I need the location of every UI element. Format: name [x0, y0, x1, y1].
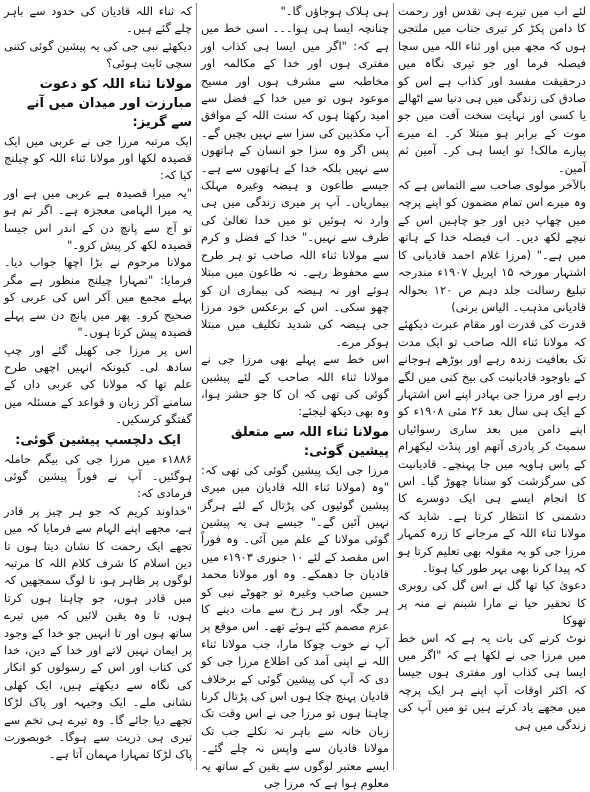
column-right — [398, 3, 586, 770]
body-paragraph: ۱۸۸۶ء میں مرزا جی کی بیگم حاملہ ہوگئیں۔ آپ نے فوراً پیشین گوئی فرمادی کہ: — [4, 451, 192, 501]
body-paragraph: ایک مرتبہ مرزا جی نے عربی میں ایک قصیدہ لکھا اور مولانا ثناء اللہ کو چیلنج کیا کہ: — [4, 133, 192, 183]
body-paragraph: کہ ثناء اللہ قادیان کی حدود سے باہر چلے گئے ہیں۔ — [4, 4, 192, 36]
column-middle — [201, 3, 389, 791]
body-paragraph: "یہ میرا قصیدہ ہے عربی میں ہے اور یہ میرا الہامی معجزہ ہے۔ اگر تم ہو تو آج سے پانچ دن کے اندر اس جیسا قصیدہ لکھ کر پیش کرو۔" — [4, 185, 192, 253]
body-paragraph: اس پر مرزا جی کھیل گئے اور چپ سادھ لی۔ کیونکہ انہیں اچھی طرح علم تھا کہ مولانا کی عربی داں کے سامنے آکر زبان و قواعد کے مسئلہ میں گفتگو کرسکیں۔ — [4, 342, 192, 427]
section-heading: مولانا ثناء اللہ سے متعلق پیشین گوئی: — [230, 424, 389, 459]
body-paragraph: مرزا جی ایک پیشین گوئی کی تھی کہ: "وہ (مولانا ثناء اللہ قادیان میں میری پیشین گوئیوں کی پڑتال کے لئے ہرگز نہیں آئیں گے۔" جیسے ہی یہ پیشین گوئی مولانا کے علم میں آئی۔ وہ فوراً اس مقصد کے لئے ۱۰ جنوری ۱۹۰۳ء میں قادیان جا دھمکے۔ وہ اور مولانا محمد حسین صاحب وغیرہ تو جھوٹے نبی کو ہر جگہ اور ہر زخ سے مات دینے کا عزم مصمم کئے ہوئے تھے۔ اس موقع پر آپ نے خوب چوکا مارا، جب مولانا ثناء اللہ نے اپنی آمد کی اطلاع مرزا جی کو دی کہ آپ کی پیشین گوئی کے برخلاف قادیان پہنچ چکا ہوں اس کی پڑتال کرنا چاہتا ہوں تو مرزا جی نے اس وقت تک زبان خانہ سے باہر نہ نکلے جب تک مولانا قادیان سے واپس نہ چلے گئے۔ ایسے معتبر لوگوں سے یقین کے ساتھ یہ معلوم ہوا ہے کہ مرزا جی — [201, 462, 389, 791]
body-paragraph: لئے اب میں تیرے ہی تقدس اور رحمت کا دامن پکڑ کر تیری جناب میں ملتجی ہوں کہ مجھ میں اور ثناء اللہ میں سچا فیصلہ فرما اور جو تیری نگاہ میں درحقیقت مفسد اور کذاب ہے اس کو صادق کی زندگی میں ہی دنیا سے اٹھالے یا کسی اور نہایت سخت آفت میں جو موت کے برابر ہو مبتلا کر۔ اے میرے پیارے مالک! تو ایسا ہی کر۔ آمین ثم آمین۔ — [398, 4, 586, 175]
column-divider — [196, 3, 197, 770]
body-paragraph: نوٹ کرنے کی بات یہ ہے کہ اس خط میں مرزا جی نے لکھا ہے کہ "اگر میں ایسا ہی کذاب اور مفتری ہوں جیسا کہ اکثر اوقات آپ اپنے ہر ایک پرچہ میں مجھے یاد کرتے ہیں تو میں آپ کی زندگی میں ہی — [398, 630, 586, 732]
section-heading: ایک دلچسپ پیشین گوئی: — [15, 432, 181, 448]
body-paragraph: قدرت کی قدرت اور مقام عبرت دیکھئے کہ مولانا ثناء اللہ صاحب تو ایک مدت تک بعافیت زندہ رہے اور بوڑھے ہوجانے کے باوجود قادیانیت کی بیخ کنی میں لگے رہے اور مرزا جی بہادر اپنے اس اشتہار کے ایک ہی سال بعد ۲۶ مئی ۱۹۰۸ء کو اپنے دامن میں بعد ساری رسوائیاں سمیٹ کر پادری آتھم اور پنڈت لیکھرام کے پاس ہاویہ میں جا پہنچے۔ قادیانیت کی سرگزشت کو سنانا چھوڑ گیا۔ اس کا انجام ایسے ہی ایک دوسرے کا دشمنی کا انتظار کرتا ہے۔ شاید کہ مولانا ثناء اللہ کے مرجانے کا زرہ کمہار مرزا جی کو یہ مقولہ بھی تعلیم کرتا ہو کہ پیدا کرنا بھی بہر طور کیا ہوتا۔ — [398, 317, 586, 575]
body-paragraph: "خداوند کریم کہ جو ہر چیز پر قادر ہے، مجھے اپنے الہام سے فرمایا کہ میں تجھے ایک رحمت کا نشان دیتا ہوں تا دین اسلام کا شرف کلام اللہ کا مرتبہ لوگوں پر ظاہر ہو، تا لوگ سمجھیں کہ میں قادر ہوں، جو چاہتا ہوں کرتا ہوں، تا وہ یقین لائیں کہ میں تیرے ساتھ ہوں اور تا انہیں جو خدا کے وجود پر ایمان نہیں لاتے اور خدا کے دین، خدا کی کتاب اور اس کے رسولوں کو انکار کی نگاہ سے دیکھتے ہیں، ایک کھلی نشانی ملے۔ ایک وجیہہ اور پاک لڑکا تجھے دیا جائے گا۔ وہ تیرے ہی تخم سے تیری ہی ذریت سے ہوگا۔ خوبصورت پاک لڑکا تمہارا مہمان آتا ہے۔ — [4, 503, 192, 762]
body-paragraph: بالآخر مولوی صاحب سے التماس ہے کہ وہ میرے اس تمام مضمون کو اپنے پرچہ میں چھاپ دیں اور جو چاہیں اس کے نیچے لکھ دیں۔ اب فیصلہ خدا کے ہاتھ میں ہے۔" (مرزا غلام احمد قادیانی کا اشتہار مورخہ ۱۵ اپریل ۱۹۰۷ء مندرجہ تبلیغ رسالت جلد دہم ص ۱۲۰ بحوالہ قادیانی مذہب۔ الیاس برنی) — [398, 178, 587, 314]
column-left — [4, 3, 192, 770]
body-paragraph: ہی ہلاک ہوجاؤں گا۔" — [280, 4, 389, 18]
body-paragraph: اس خط سے پہلے بھی مرزا جی نے مولانا ثناء اللہ صاحب کے لئے پیشین گوئی کی تھی کہ ان کا جو حشر ہوا، وہ بھی دیکھ لیجئے: — [201, 352, 389, 419]
body-paragraph: چنانچہ ایسا ہی ہوا۔۔۔ اسی خط میں ہے کہ: "اگر میں ایسا ہی کذاب اور مفتری ہوں اور خدا کے مکالمہ اور مخاطبہ سے مشرف ہوں اور مسیح موعود ہوں تو میں خدا کے فضل سے امید رکھتا ہوں کہ سنت اللہ کے موافق آپ مکذبین کی سزا سے نہیں بچیں گے۔ پس اگر وہ سزا جو انسان کے ہاتھوں سے نہیں بلکہ خدا کے ہاتھوں سے ہے۔ جیسے طاعون و ہیضہ وغیرہ مہلک بیماریاں۔ آپ پر میری زندگی میں ہی وارد نہ ہوئیں تو میں خدا تعالیٰ کی طرف سے نہیں۔" خدا کے فضل و کرم سے مولانا ثناء اللہ صاحب تو ہر طرح سے محفوظ رہے۔ نہ طاعون میں مبتلا ہوئے اور نہ ہیضہ کی بیماری ان کو چھو سکی۔ اس کے برعکس خود مرزا جی ہیضہ کی شدید تکلیف میں مبتلا ہوکر مرے۔ — [201, 21, 389, 349]
body-paragraph: دیکھئے نبی جی کی یہ پیشین گوئی کتنی سچی ثابت ہوئی؟ — [4, 38, 192, 71]
section-heading: مولانا ثناء اللہ کو دعوت مبارزت اور میدان میں آنے سے گریز: — [26, 76, 192, 130]
body-paragraph: مولانا مرحوم نے بڑا اچھا جواب دیا۔ فرمایا: "تمہارا چیلنج منظور ہے مگر پہلے مجمع میں آکر اس کی عربی کو صحیح کرو۔ پھر میں پانچ دن سے پہلے قصیدہ پیش کرتا ہوں۔" — [4, 255, 192, 340]
column-divider — [393, 3, 394, 770]
body-paragraph: دعویٰ کیا تھا گل نے اس گل کی روبری کا تحقیر حیا نے مارا شبنم نے منہ پر تھوکا — [398, 578, 586, 628]
